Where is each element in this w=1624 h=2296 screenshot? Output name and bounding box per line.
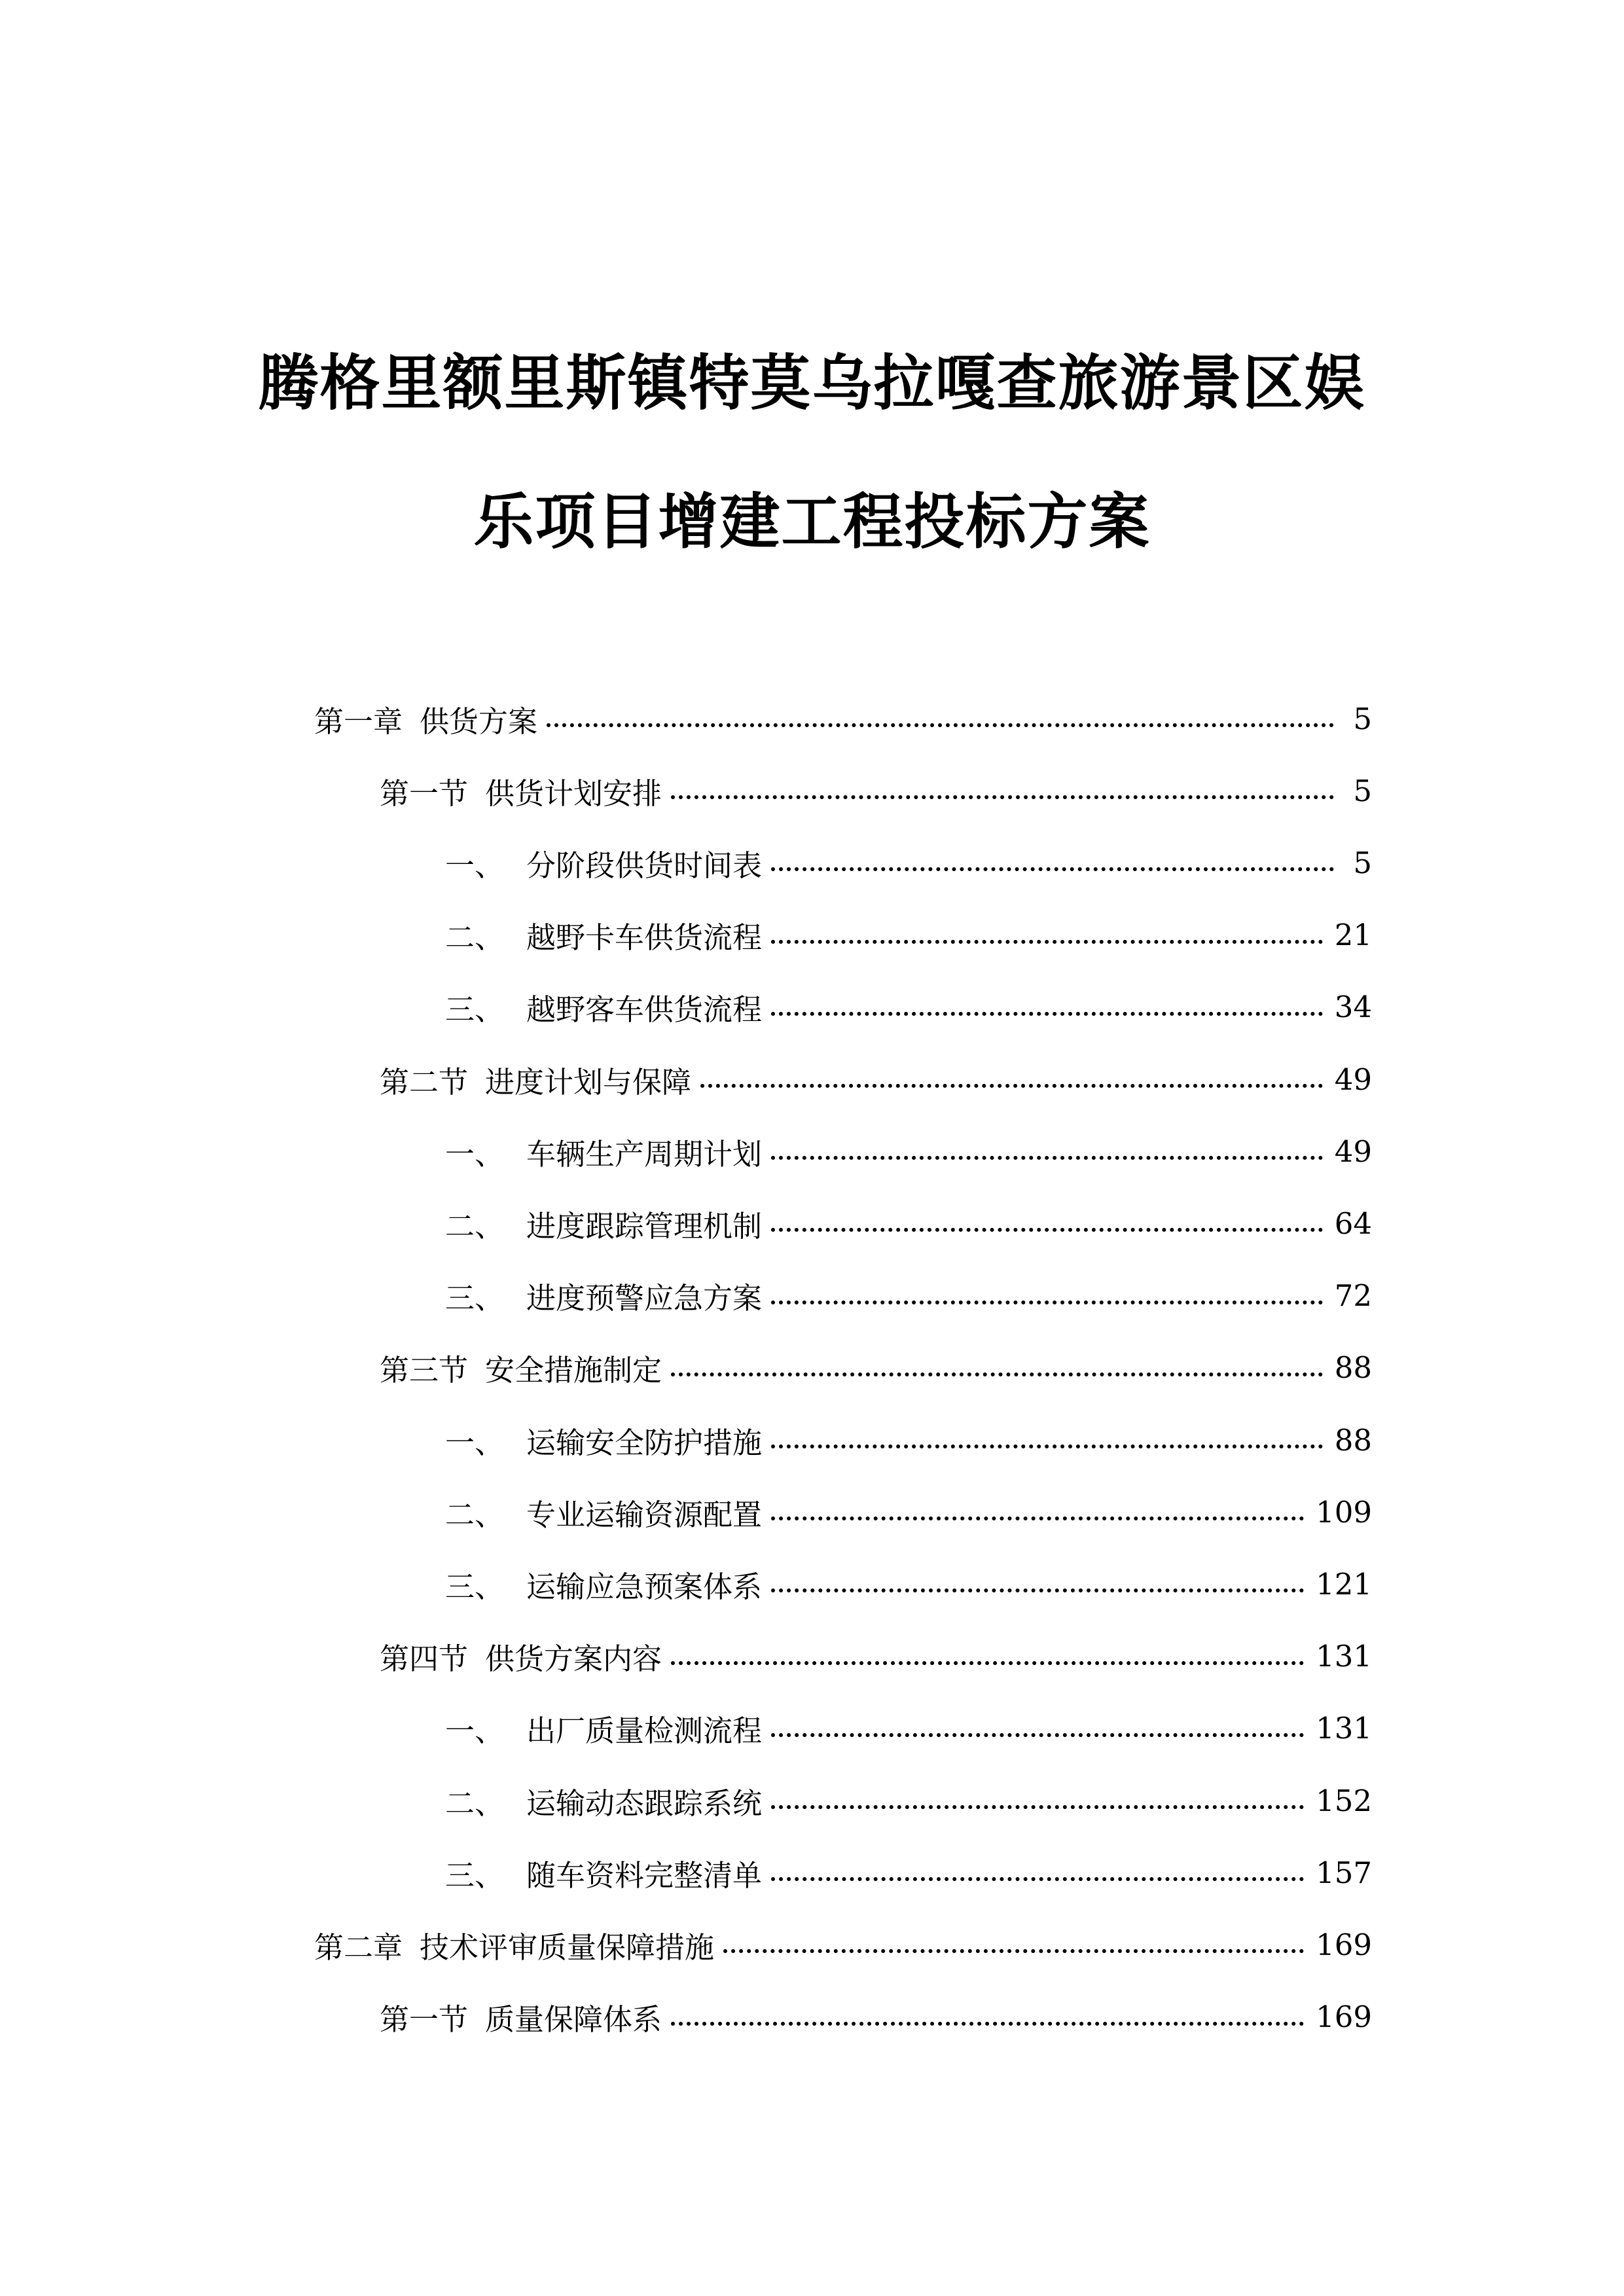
toc-entry-title: 分阶段供货时间表 <box>526 848 763 883</box>
toc-entry-number: 三、 <box>445 1281 505 1316</box>
toc-entry[interactable] <box>380 1056 1372 1103</box>
toc-entry-page-number: 49 <box>1334 1062 1372 1097</box>
toc-entry-number: 第二节 <box>380 1064 469 1100</box>
toc-entry-title: 进度跟踪管理机制 <box>526 1208 763 1244</box>
toc-entry[interactable] <box>380 767 1372 814</box>
document-title <box>0 314 1624 592</box>
toc-entry[interactable] <box>445 1272 1372 1319</box>
toc-dot-leader <box>671 2022 1304 2026</box>
toc-entry-title: 运输应急预案体系 <box>526 1569 763 1604</box>
toc-entry-title: 运输安全防护措施 <box>526 1425 763 1460</box>
toc-entry[interactable] <box>380 1994 1372 2041</box>
toc-dot-leader <box>723 1949 1304 1953</box>
toc-dot-leader <box>771 940 1323 944</box>
toc-dot-leader <box>671 1372 1323 1376</box>
toc-entry-page-number: 49 <box>1334 1134 1372 1169</box>
toc-entry-title: 质量保障体系 <box>485 2002 662 2037</box>
toc-entry-page-number: 169 <box>1316 2000 1372 2035</box>
toc-entry-number: 一、 <box>445 1713 505 1749</box>
toc-entry-page-number: 21 <box>1334 918 1372 953</box>
toc-entry[interactable] <box>445 1560 1372 1607</box>
toc-entry-number: 二、 <box>445 1208 505 1244</box>
toc-dot-leader <box>771 1444 1323 1448</box>
toc-entry[interactable] <box>445 1849 1372 1896</box>
toc-entry-number: 第三节 <box>380 1353 469 1388</box>
toc-entry-page-number: 131 <box>1316 1639 1372 1674</box>
toc-entry-number: 三、 <box>445 992 505 1028</box>
toc-dot-leader <box>547 723 1334 727</box>
toc-entry-number: 一、 <box>445 848 505 883</box>
toc-entry-page-number: 157 <box>1316 1855 1372 1890</box>
toc-entry[interactable] <box>445 1488 1372 1535</box>
toc-entry-page-number: 72 <box>1334 1278 1372 1314</box>
toc-entry-title: 进度计划与保障 <box>485 1064 692 1100</box>
toc-entry-number: 第四节 <box>380 1641 469 1677</box>
toc-entry[interactable] <box>445 912 1372 959</box>
toc-dot-leader <box>771 867 1334 871</box>
toc-dot-leader <box>771 1877 1304 1881</box>
toc-entry-number: 第二章 <box>314 1929 403 1965</box>
toc-dot-leader <box>771 1156 1323 1160</box>
toc-entry-page-number: 88 <box>1334 1350 1372 1386</box>
toc-entry-title: 供货计划安排 <box>485 776 662 811</box>
toc-entry-page-number: 5 <box>1353 701 1372 736</box>
toc-entry-number: 第一节 <box>380 2002 469 2037</box>
toc-entry-title: 安全措施制定 <box>485 1353 662 1388</box>
toc-dot-leader <box>671 795 1334 799</box>
toc-entry[interactable] <box>445 984 1372 1031</box>
toc-entry-page-number: 88 <box>1334 1422 1372 1458</box>
toc-dot-leader <box>771 1805 1304 1809</box>
toc-entry[interactable] <box>445 1416 1372 1463</box>
toc-dot-leader <box>771 1733 1304 1737</box>
toc-entry[interactable] <box>380 1344 1372 1391</box>
toc-entry-title: 供货方案 <box>420 704 538 739</box>
document-title-line-1: 腾格里额里斯镇特莫乌拉嘎查旅游景区娱 <box>258 348 1366 418</box>
document-title-line-2: 乐项目增建工程投标方案 <box>473 487 1151 557</box>
toc-entry-number: 三、 <box>445 1569 505 1604</box>
toc-entry[interactable] <box>445 1200 1372 1247</box>
toc-dot-leader <box>771 1228 1323 1232</box>
toc-entry[interactable] <box>445 1777 1372 1824</box>
toc-entry[interactable] <box>445 839 1372 886</box>
toc-entry-page-number: 152 <box>1316 1783 1372 1818</box>
toc-entry-number: 第一章 <box>314 704 403 739</box>
toc-entry-page-number: 5 <box>1353 773 1372 808</box>
toc-entry[interactable] <box>314 695 1372 742</box>
toc-dot-leader <box>771 1012 1323 1016</box>
toc-entry[interactable] <box>314 1921 1372 1968</box>
toc-entry-number: 一、 <box>445 1136 505 1172</box>
toc-entry[interactable] <box>445 1128 1372 1175</box>
toc-entry-title: 车辆生产周期计划 <box>526 1136 763 1172</box>
toc-entry-title: 进度预警应急方案 <box>526 1281 763 1316</box>
toc-entry-number: 三、 <box>445 1857 505 1893</box>
toc-entry-title: 出厂质量检测流程 <box>526 1713 763 1749</box>
toc-entry-page-number: 109 <box>1316 1494 1372 1530</box>
toc-entry-title: 越野客车供货流程 <box>526 992 763 1028</box>
toc-entry-number: 二、 <box>445 920 505 956</box>
toc-entry-title: 专业运输资源配置 <box>526 1497 763 1532</box>
toc-dot-leader <box>771 1516 1304 1520</box>
toc-entry[interactable] <box>380 1633 1372 1680</box>
toc-entry-page-number: 5 <box>1353 845 1372 880</box>
toc-entry-page-number: 121 <box>1316 1566 1372 1602</box>
toc-entry-title: 供货方案内容 <box>485 1641 662 1677</box>
toc-entry-page-number: 34 <box>1334 990 1372 1025</box>
toc-entry-number: 一、 <box>445 1425 505 1460</box>
toc-dot-leader <box>700 1084 1323 1088</box>
toc-entry-title: 越野卡车供货流程 <box>526 920 763 956</box>
toc-dot-leader <box>671 1661 1304 1665</box>
toc-entry-number: 二、 <box>445 1497 505 1532</box>
toc-entry-number: 第一节 <box>380 776 469 811</box>
toc-entry-title: 技术评审质量保障措施 <box>420 1929 715 1965</box>
toc-entry-title: 运输动态跟踪系统 <box>526 1785 763 1821</box>
toc-entry-page-number: 169 <box>1316 1927 1372 1962</box>
toc-dot-leader <box>771 1588 1304 1592</box>
toc-dot-leader <box>771 1300 1323 1304</box>
toc-entry-page-number: 131 <box>1316 1711 1372 1746</box>
toc-entry-page-number: 64 <box>1334 1206 1372 1241</box>
toc-entry-title: 随车资料完整清单 <box>526 1857 763 1893</box>
toc-entry[interactable] <box>445 1705 1372 1752</box>
toc-entry-number: 二、 <box>445 1785 505 1821</box>
